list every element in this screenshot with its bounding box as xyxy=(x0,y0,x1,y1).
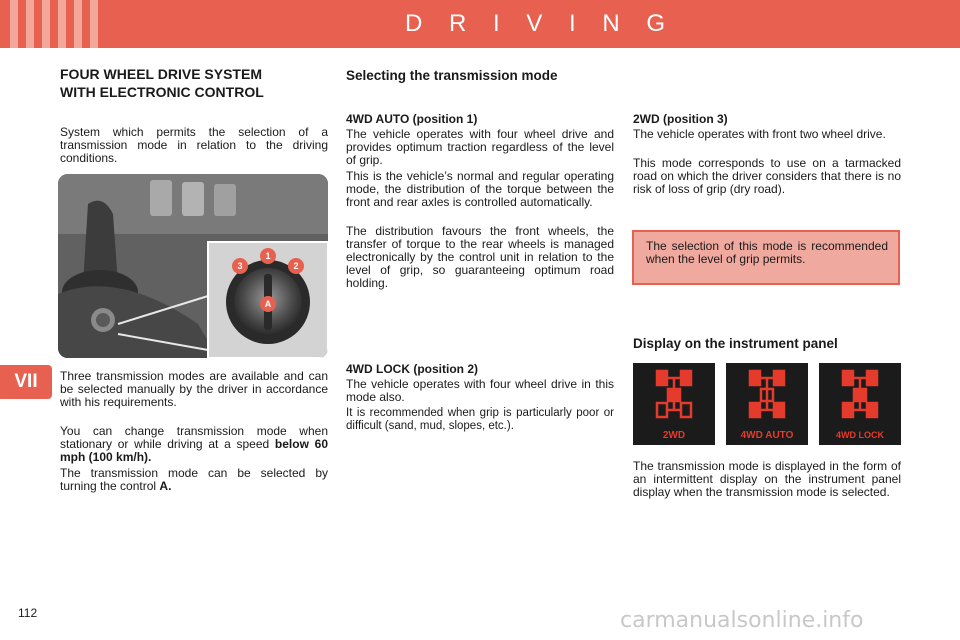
intro-text: System which permits the selection of a transmission mode in relation to the driving conditions. xyxy=(60,125,328,165)
auto-text-2: This is the vehicle’s normal and regular operating mode, the distribution of the torque between the front and rear axles is controlled automatically. xyxy=(346,169,614,209)
section-title-line2: WITH ELECTRONIC CONTROL xyxy=(60,84,264,100)
chapter-tab: VII xyxy=(0,365,52,399)
display-text: The transmission mode is displayed in the form of an intermittent display on the instrument panel display when the transmission mode is selected. xyxy=(633,459,901,499)
lock-heading: 4WD LOCK (position 2) xyxy=(346,362,478,376)
recommendation-note: The selection of this mode is recommended when the level of grip permits. xyxy=(632,230,900,285)
callout-2: 2 xyxy=(293,261,299,271)
lock-text-2: It is recommended when grip is particularly poor or difficult (sand, mud, slopes, etc.). xyxy=(346,407,614,432)
icon-4wd-lock-label: 4WD LOCK xyxy=(836,430,884,440)
selecting-mode-title: Selecting the transmission mode xyxy=(346,68,558,83)
auto-heading: 4WD AUTO (position 1) xyxy=(346,112,478,126)
page-number: 112 xyxy=(18,606,38,620)
icon-4wd-auto-label: 4WD AUTO xyxy=(740,430,794,441)
section-title-line1: FOUR WHEEL DRIVE SYSTEM xyxy=(60,66,262,82)
callout-a: A xyxy=(264,299,272,309)
twowd-heading: 2WD (position 3) xyxy=(633,112,728,126)
modes-text: Three transmission modes are available and can be selected manually by the driver in accordance with his requirements. xyxy=(60,369,328,409)
icon-2wd xyxy=(633,363,715,445)
twowd-text-1: The vehicle operates with front two wheel drive. xyxy=(633,127,886,141)
twowd-text-2: This mode corresponds to use on a tarmacked road on which the driver considers that there is no risk of loss of grip (dry road). xyxy=(633,156,901,196)
auto-text-1: The vehicle operates with four wheel drive and provides optimum traction regardless of the level of grip. xyxy=(346,127,614,167)
lock-text-1: The vehicle operates with four wheel drive in this mode also. xyxy=(346,377,614,404)
watermark: carmanualsonline.info xyxy=(620,608,864,633)
icon-4wd-auto xyxy=(726,363,808,445)
chapter-title: D R I V I N G xyxy=(404,10,675,37)
header-stripes xyxy=(10,0,98,48)
auto-text-3: The distribution favours the front wheels, the transfer of torque to the rear wheels is managed electronically by the control unit in relation to the level of grip, so guaranteeing optimum road holding. xyxy=(346,224,614,290)
icon-2wd-label: 2WD xyxy=(662,430,686,441)
control-text: The transmission mode can be selected by turning the control A. xyxy=(60,466,328,493)
display-title: Display on the instrument panel xyxy=(633,336,838,351)
speed-text: You can change transmission mode when stationary or while driving at a speed below 60 mph (100 km/h). xyxy=(60,424,329,464)
callout-3: 3 xyxy=(237,261,243,271)
transmission-control-photo xyxy=(58,174,328,358)
icon-4wd-lock xyxy=(819,363,901,445)
page-header xyxy=(0,0,960,48)
callout-1: 1 xyxy=(265,251,271,261)
